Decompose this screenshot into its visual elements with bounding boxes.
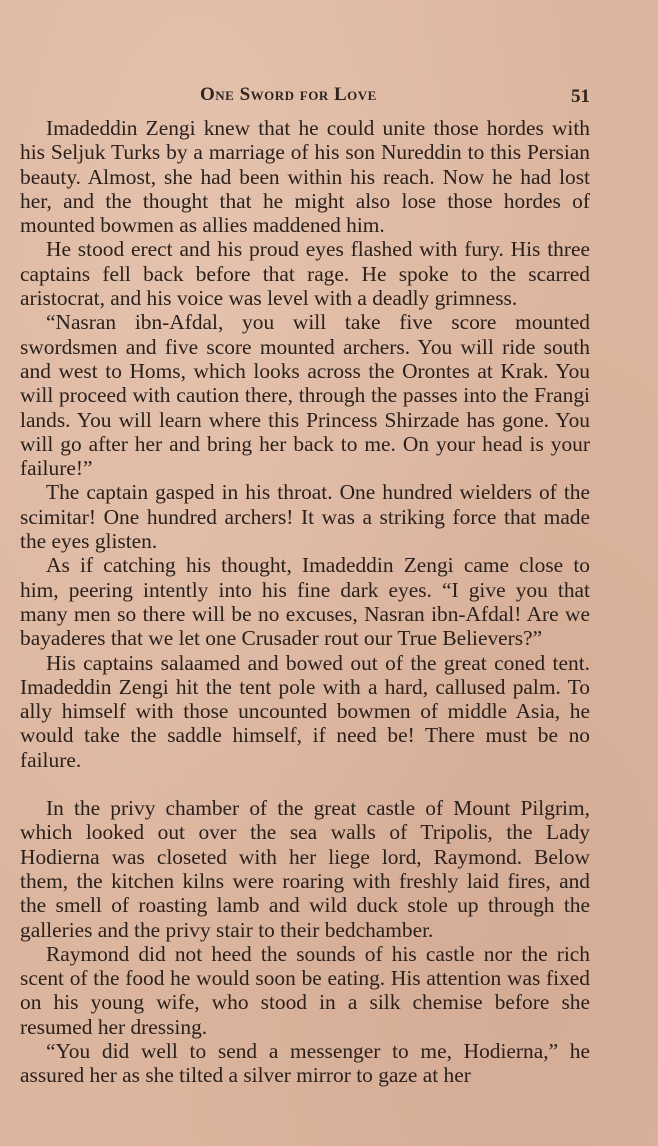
paragraph: As if catching his thought, Imadeddin Zengi came close to him, peering intently into his fine dark eyes. “I give you that many men so there will be no excuses, Nasran ibn-Afdal! Are we bayaderes that we let one Crusader rout our True Believers?” [20, 553, 590, 651]
paragraph: In the privy chamber of the great castle of Mount Pilgrim, which looked out over the sea walls of Tripolis, the Lady Hodierna was closeted with her liege lord, Raymond. Below them, the kitchen kilns were roaring with freshly laid fires, and the smell of roasting lamb and wild duck stole up through the galleries and the privy stair to their bedchamber. [20, 796, 590, 942]
paragraph: Raymond did not heed the sounds of his castle nor the rich scent of the food he would soon be eating. His attention was fixed on his young wife, who stood in a silk chemise before she resumed her dressing. [20, 941, 590, 1039]
paragraph: He stood erect and his proud eyes flashed with fury. His three captains fell back before that rage. He spoke to the scarred aristocrat, and his voice was level with a deadly grimness. [20, 237, 590, 311]
body-text [20, 116, 590, 1088]
section-break [20, 772, 590, 796]
running-head [20, 84, 590, 116]
paragraph: The captain gasped in his throat. One hundred wielders of the scimitar! One hundred archers! It was a striking force that made the eyes glisten. [20, 480, 590, 554]
page-number: 51 [571, 86, 590, 107]
paragraph: His captains salaamed and bowed out of the great coned tent. Imadeddin Zengi hit the tent pole with a hard, callused palm. To ally himself with those uncounted bowmen of middle Asia, he would take the saddle himself, if need be! There must be no failure. [20, 650, 590, 772]
page-content [20, 84, 590, 1088]
paragraph: “You did well to send a messenger to me, Hodierna,” he assured her as she tilted a silver mirror to gaze at her [20, 1038, 590, 1088]
running-title: One Sword for Love [200, 84, 377, 105]
paragraph: “Nasran ibn-Afdal, you will take five score mounted swordsmen and five score mounted archers. You will ride south and west to Homs, which looks across the Orontes at Krak. You will proceed with caution there, through the passes into the Frangi lands. You will learn where this Princess Shirzade has gone. You will go after her and bring her back to me. On your head is your failure!” [20, 310, 590, 481]
paragraph: Imadeddin Zengi knew that he could unite those hordes with his Seljuk Turks by a marriage of his son Nureddin to this Persian beauty. Almost, she had been within his reach. Now he had lost her, and the thought that he might also lose those hordes of mounted bowmen as allies maddened him. [20, 116, 590, 238]
